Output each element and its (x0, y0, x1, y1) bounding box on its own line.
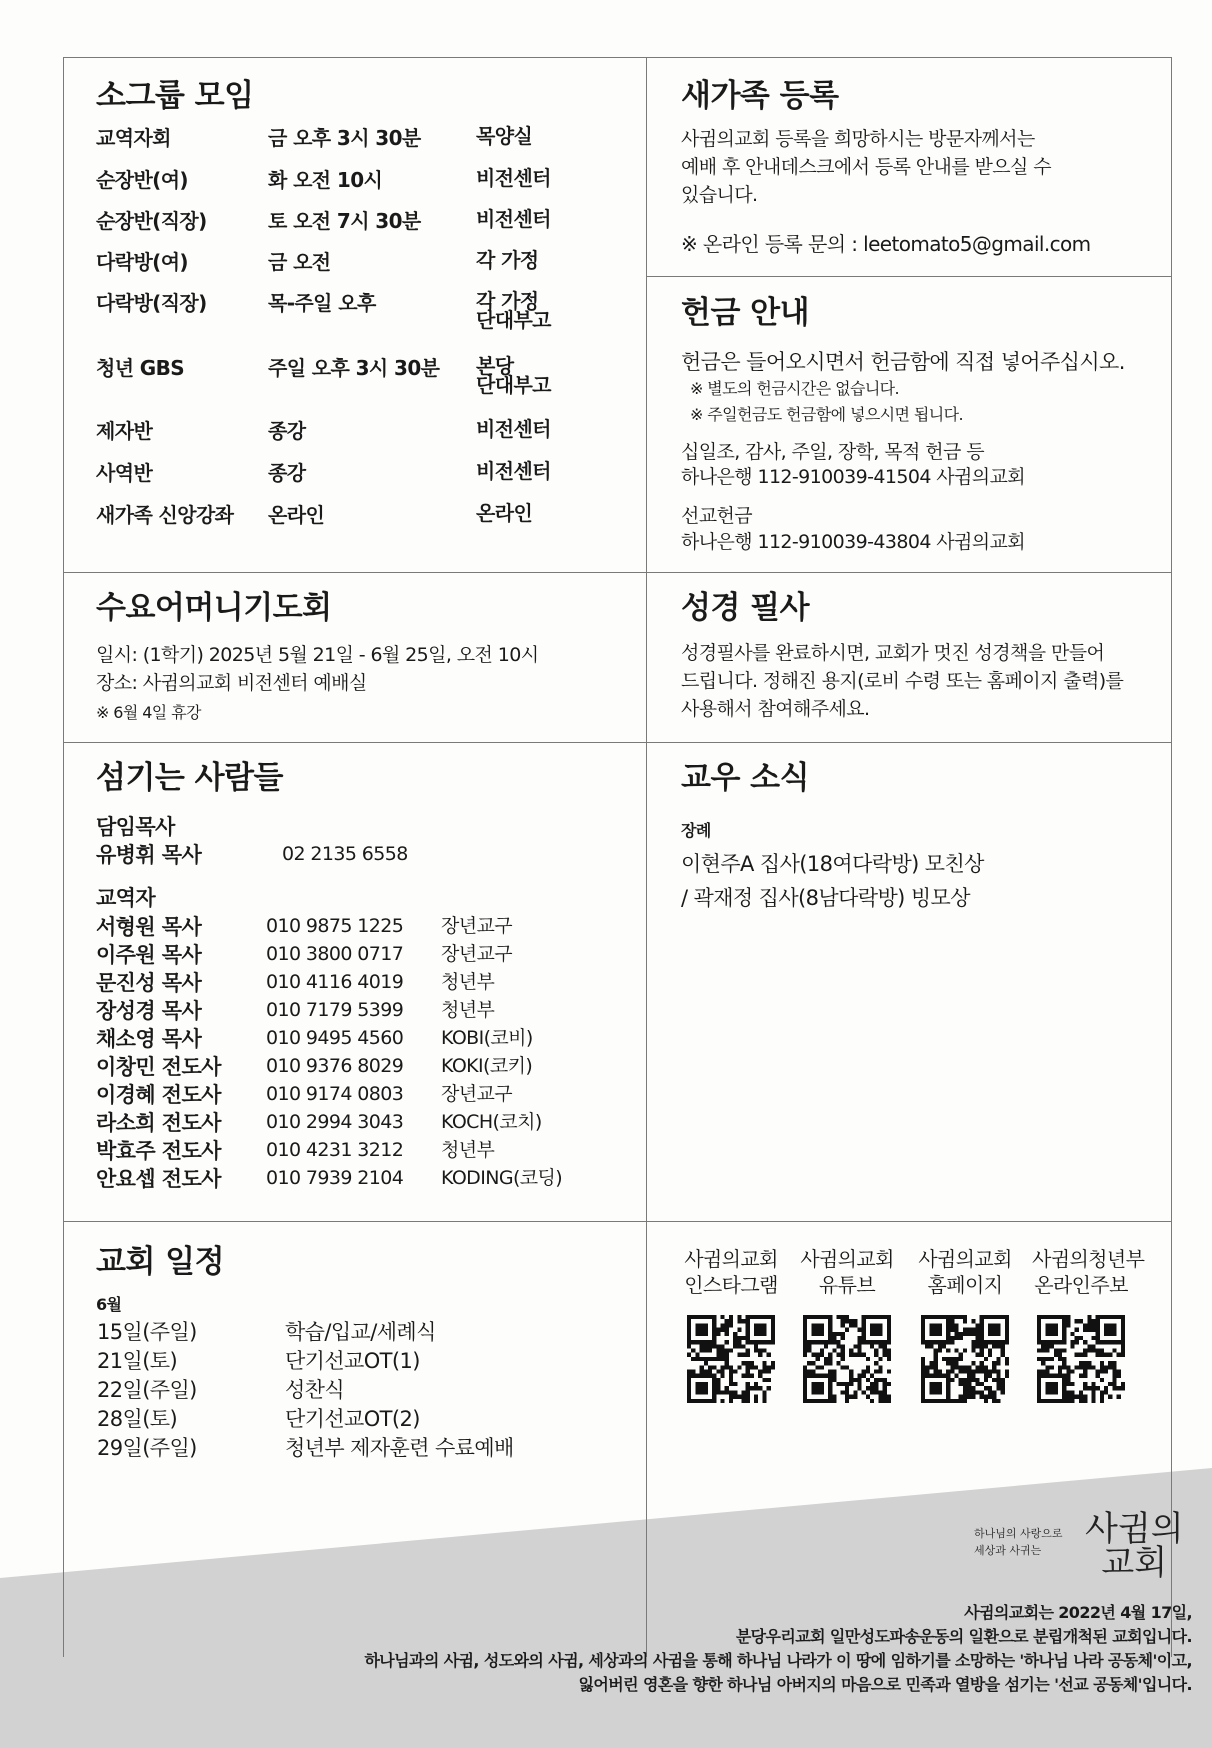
tagline-line: 하나님의 사랑으로 (974, 1527, 1063, 1540)
group-time: 종강 (268, 419, 306, 443)
group-name: 순장반(직장) (96, 209, 207, 233)
minister-name: 문진성 목사 (96, 971, 202, 995)
bulletin-frame (63, 57, 1172, 1657)
group-place: 온라인 (476, 501, 533, 525)
group-place: 각 가정 단대부고 (476, 289, 551, 332)
group-place: 각 가정 (476, 248, 539, 272)
bank-account: 하나은행 112-910039-41504 사귐의교회 (681, 466, 1026, 488)
divider (63, 572, 1172, 573)
offering-section (681, 295, 809, 332)
divider (63, 1221, 1172, 1222)
group-place: 비전센터 (476, 459, 551, 483)
minister-department: 장년교구 (441, 1083, 513, 1105)
bank-account: 하나은행 112-910039-43804 사귐의교회 (681, 531, 1026, 553)
group-name: 다락방(직장) (96, 291, 207, 315)
minister-name: 서형원 목사 (96, 915, 202, 939)
minister-phone: 010 9376 8029 (266, 1055, 404, 1077)
new-family-text: 있습니다. (681, 184, 758, 206)
minister-department: 청년부 (441, 999, 495, 1021)
qr-code-icon[interactable] (921, 1315, 1009, 1403)
group-place: 본당 단대부고 (476, 354, 551, 397)
footer-text: 하나님과의 사귐, 성도와의 사귐, 세상과의 사귐을 통해 하나님 나라가 이 땅에 임하기를 소망하는 '하나님 나라 공동체'이고, (364, 1651, 1192, 1670)
group-time: 화 오전 10시 (268, 168, 383, 192)
small-group-section (96, 78, 254, 115)
qr-label: 유튜브 (818, 1273, 876, 1297)
minister-department: 청년부 (441, 1139, 495, 1161)
divider (63, 742, 1172, 743)
footer-text: 사귐의교회는 2022년 4월 17일, (964, 1603, 1192, 1622)
minister-department: KOCH(코치) (441, 1111, 542, 1133)
footer-text: 분당우리교회 일만성도파송운동의 일환으로 분립개척된 교회입니다. (735, 1627, 1192, 1646)
minister-name: 장성경 목사 (96, 999, 202, 1023)
qr-label: 홈페이지 (927, 1273, 1003, 1297)
qr-label: 사귐의교회 (918, 1247, 1012, 1271)
new-family-text: 사귐의교회 등록을 희망하시는 방문자께서는 (681, 128, 1035, 150)
minister-name: 라소희 전도사 (96, 1111, 221, 1135)
schedule-date: 21일(토) (97, 1349, 178, 1373)
schedule-event: 청년부 제자훈련 수료예배 (285, 1436, 514, 1460)
prayer-date: 일시: (1학기) 2025년 5월 21일 - 6월 25일, 오전 10시 (96, 644, 539, 666)
qr-code-icon[interactable] (803, 1315, 891, 1403)
minister-phone: 010 2994 3043 (266, 1111, 404, 1133)
section-title: 성경 필사 (681, 590, 810, 626)
footer-text: 잃어버린 영혼을 향한 하나님 아버지의 마음으로 민족과 열방을 섬기는 '선교 공동체'입니다. (578, 1675, 1192, 1694)
offering-types: 십일조, 감사, 주일, 장학, 목적 헌금 등 (681, 441, 984, 463)
minister-phone: 010 4231 3212 (266, 1139, 404, 1161)
divider (646, 276, 1172, 277)
group-name: 제자반 (96, 419, 153, 443)
qr-code-icon[interactable] (1037, 1315, 1125, 1403)
group-time: 주일 오후 3시 30분 (268, 356, 440, 380)
section-title: 새가족 등록 (681, 78, 839, 114)
offering-note: ※ 별도의 헌금시간은 없습니다. (690, 379, 900, 398)
minister-department: KOBI(코비) (441, 1027, 533, 1049)
minister-department: KODING(코딩) (441, 1167, 563, 1189)
qr-label: 인스타그램 (684, 1273, 778, 1297)
section-title: 교회 일정 (96, 1244, 225, 1280)
group-name: 순장반(여) (96, 168, 188, 192)
logo-tagline (974, 1526, 1063, 1559)
offering-types: 선교헌금 (681, 505, 753, 527)
minister-name: 이경혜 전도사 (96, 1083, 221, 1107)
schedule-event: 단기선교OT(1) (285, 1349, 420, 1373)
minister-phone: 010 3800 0717 (266, 943, 404, 965)
schedule-section (96, 1244, 224, 1281)
minister-phone: 010 7179 5399 (266, 999, 404, 1021)
minister-phone: 010 4116 4019 (266, 971, 404, 993)
group-name: 사역반 (96, 461, 153, 485)
prayer-note: ※ 6월 4일 휴강 (96, 703, 201, 722)
group-time: 토 오전 7시 30분 (268, 209, 421, 233)
offering-main: 헌금은 들어오시면서 헌금함에 직접 넣어주십시오. (681, 350, 1125, 374)
new-family-text: 예배 후 안내데스크에서 등록 안내를 받으실 수 (681, 156, 1051, 178)
group-name: 새가족 신앙강좌 (96, 503, 234, 527)
online-registration-contact: ※ 온라인 등록 문의 : leetomato5@gmail.com (681, 232, 1091, 256)
minister-name: 박효주 전도사 (96, 1139, 221, 1163)
news-section (681, 760, 809, 797)
senior-pastor-label: 담임목사 (96, 815, 175, 839)
group-name: 교역자회 (96, 126, 171, 150)
qr-code-icon[interactable] (687, 1315, 775, 1403)
group-time: 금 오후 3시 30분 (268, 126, 421, 150)
senior-pastor-phone: 02 2135 6558 (282, 843, 408, 865)
offering-note: ※ 주일헌금도 헌금함에 넣으시면 됩니다. (690, 405, 963, 424)
section-title: 헌금 안내 (681, 295, 810, 331)
qr-label: 사귐의청년부 (1032, 1247, 1145, 1271)
minister-name: 이주원 목사 (96, 943, 202, 967)
senior-pastor-name: 유병휘 목사 (96, 843, 202, 867)
minister-phone: 010 7939 2104 (266, 1167, 404, 1189)
minister-department: 장년교구 (441, 943, 513, 965)
minister-name: 이창민 전도사 (96, 1055, 221, 1079)
group-time: 종강 (268, 461, 306, 485)
qr-label: 온라인주보 (1034, 1273, 1128, 1297)
schedule-date: 15일(주일) (97, 1320, 197, 1344)
prayer-place: 장소: 사귐의교회 비전센터 예배실 (96, 672, 367, 694)
schedule-event: 단기선교OT(2) (285, 1407, 420, 1431)
group-place: 비전센터 (476, 166, 551, 190)
schedule-date: 28일(토) (97, 1407, 178, 1431)
section-title: 섬기는 사람들 (96, 760, 283, 796)
minister-name: 안요셉 전도사 (96, 1167, 221, 1191)
minister-department: KOKI(코키) (441, 1055, 533, 1077)
minister-department: 청년부 (441, 971, 495, 993)
logo-name-line: 사귐의 (1085, 1509, 1184, 1549)
schedule-date: 29일(주일) (97, 1436, 197, 1460)
bible-text: 성경필사를 완료하시면, 교회가 멋진 성경책을 만들어 (681, 642, 1105, 664)
schedule-event: 학습/입교/세례식 (285, 1320, 436, 1344)
section-title: 소그룹 모임 (96, 78, 254, 114)
group-time: 금 오전 (268, 250, 331, 274)
bible-section (681, 590, 809, 627)
group-place: 비전센터 (476, 207, 551, 231)
group-name: 다락방(여) (96, 250, 188, 274)
group-time: 목-주일 오후 (268, 291, 376, 315)
ministers-label: 교역자 (96, 886, 156, 910)
minister-phone: 010 9495 4560 (266, 1027, 404, 1049)
minister-name: 채소영 목사 (96, 1027, 202, 1051)
column-divider (646, 57, 647, 1657)
minister-phone: 010 9875 1225 (266, 915, 404, 937)
bible-text: 드립니다. 정해진 용지(로비 수령 또는 홈페이지 출력)를 (681, 670, 1124, 692)
minister-phone: 010 9174 0803 (266, 1083, 404, 1105)
staff-section (96, 760, 283, 797)
schedule-month: 6월 (96, 1295, 122, 1314)
logo-name-line: 교회 (1101, 1543, 1168, 1583)
schedule-event: 성찬식 (285, 1378, 345, 1402)
news-label: 장례 (681, 821, 711, 840)
group-place: 비전센터 (476, 417, 551, 441)
prayer-section (96, 590, 332, 627)
section-title: 교우 소식 (681, 760, 810, 796)
group-time: 온라인 (268, 503, 325, 527)
group-name: 청년 GBS (96, 356, 185, 380)
tagline-line: 세상과 사귀는 (974, 1543, 1042, 1557)
schedule-date: 22일(주일) (97, 1378, 197, 1402)
qr-label: 사귐의교회 (800, 1247, 894, 1271)
church-logo (1085, 1509, 1184, 1583)
group-place: 목양실 (476, 124, 533, 148)
minister-department: 장년교구 (441, 915, 513, 937)
new-family-section (681, 78, 839, 115)
news-item: 이현주A 집사(18여다락방) 모친상 (681, 852, 984, 876)
news-item: / 곽재정 집사(8남다락방) 빙모상 (681, 886, 970, 910)
qr-label: 사귐의교회 (684, 1247, 778, 1271)
section-title: 수요어머니기도회 (96, 590, 332, 626)
bible-text: 사용해서 참여해주세요. (681, 698, 870, 720)
